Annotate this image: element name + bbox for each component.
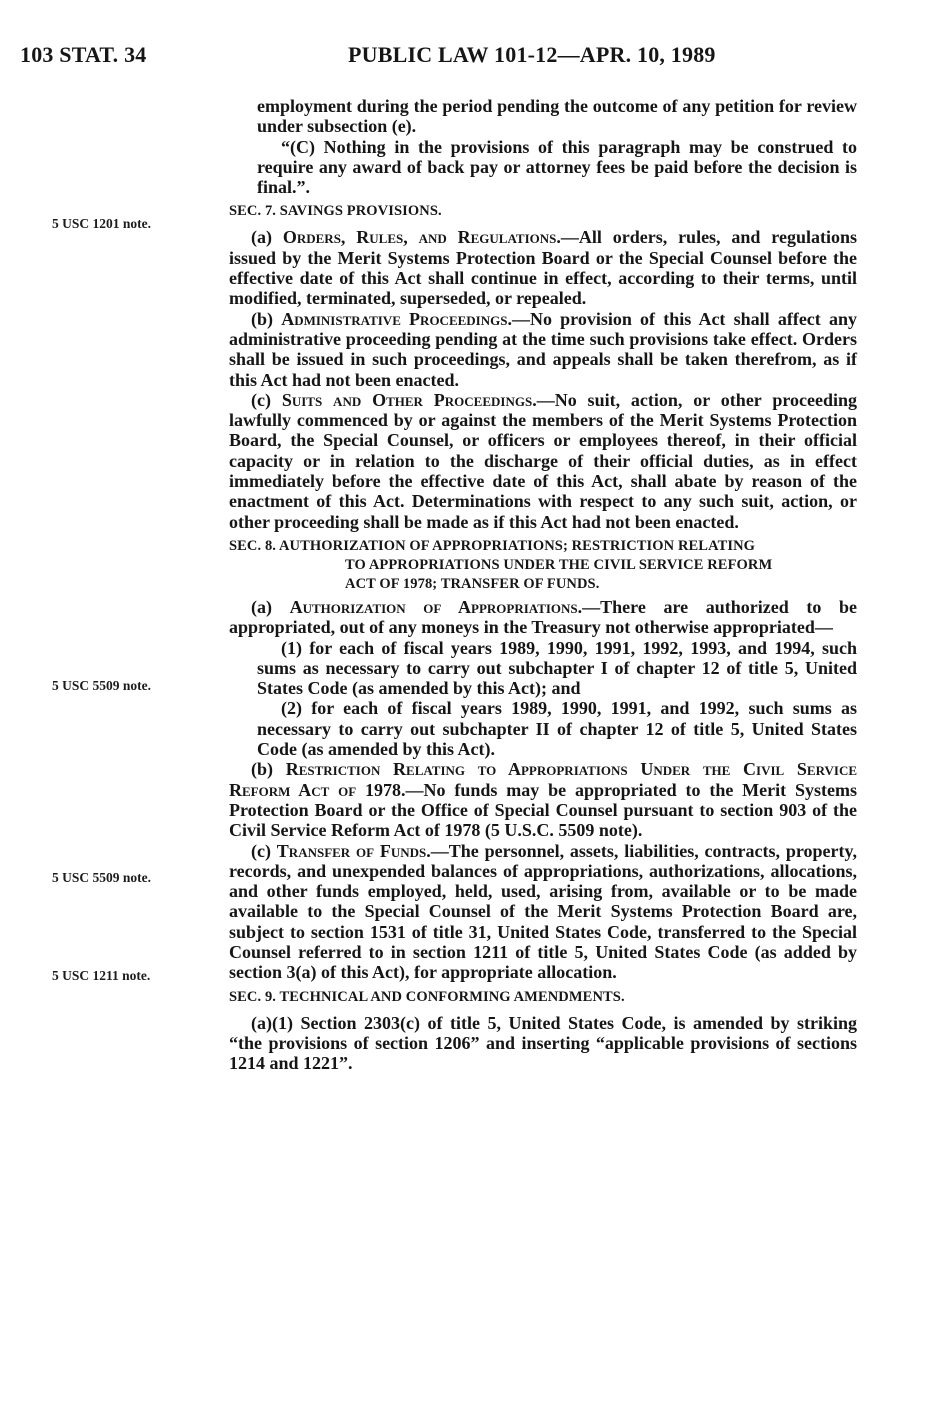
- section-7-a: (a) Orders, Rules, and Regulations.—All orders, rules, and regulations issued by the Merit Systems Protection Board or the Special Counsel before the effective date of this Act shall continue in effect, according to their terms, until modified, terminated, superseded, or repealed.: [229, 227, 857, 309]
- subsection-title: Transfer of Funds.: [276, 840, 431, 861]
- section-7-c: (c) Suits and Other Proceedings.—No suit, action, or other proceeding lawfully commenced by or against the members of the Merit Systems Protection Board, the Special Counsel, or officers or employees thereof, in their official capacity or in relation to the discharge of their official duties, as in effect immediately before the effective date of this Act, shall abate by reason of the enactment of this Act. Determinations with respect to any such suit, action, or other proceeding shall be made as if this Act had not been enacted.: [229, 389, 857, 532]
- running-title: PUBLIC LAW 101-12—APR. 10, 1989: [348, 42, 716, 67]
- margin-note: 5 USC 1201 note.: [52, 216, 152, 231]
- section-9-a-1: (a)(1) Section 2303(c) of title 5, United States Code, is amended by striking “the provisions of section 1206” and inserting “applicable provisions of sections 1214 and 1221”.: [229, 1012, 857, 1074]
- section-8-a-1: (1) for each of fiscal years 1989, 1990, 1991, 1992, 1993, and 1994, such sums as necessary to carry out subchapter I of chapter 12 of title 5, United States Code (as amended by this Act); and: [257, 637, 857, 699]
- subsection-title: Orders, Rules, and Regulations.: [282, 227, 561, 248]
- statute-text: [229, 96, 857, 1073]
- margin-note: 5 USC 5509 note.: [52, 870, 152, 885]
- paragraph-continuation: employment during the period pending the outcome of any petition for review under subsection (e).: [257, 96, 857, 137]
- page-reference: 103 STAT. 34: [20, 42, 147, 67]
- section-8-b: (b) Restriction Relating to Appropriations Under the Civil Service Reform Act of 1978.—No funds may be appropriated to the Merit Systems Protection Board or the Office of Special Counsel pursuant to section 903 of the Civil Service Reform Act of 1978 (5 U.S.C. 5509 note).: [229, 759, 858, 841]
- section-7-heading: SEC. 7. SAVINGS PROVISIONS.: [229, 203, 442, 220]
- section-8-a: (a) Authorization of Appropriations.—There are authorized to be appropriated, out of any moneys in the Treasury not otherwise appropriated—: [229, 596, 857, 638]
- section-8-c: (c) Transfer of Funds.—The personnel, assets, liabilities, contracts, property, records, and unexpended balances of appropriations, authorizations, allocations, and other funds employed, held, used, arising from, available or to be made available to the Special Counsel of the Merit Systems Protection Board are, subject to section 1531 of title 31, United States Code, transferred to the Special Counsel referred to in section 1211 of title 5, United States Code (as added by section 3(a) of this Act), for appropriate allocation.: [229, 840, 858, 983]
- section-9-heading: SEC. 9. TECHNICAL AND CONFORMING AMENDMENTS.: [229, 988, 625, 1005]
- subsection-title: Suits and Other Proceedings.: [281, 389, 537, 410]
- paragraph-c-quote: “(C) Nothing in the provisions of this paragraph may be construed to require any award of back pay or attorney fees be paid before the decision is final.”.: [257, 136, 857, 198]
- section-8-a-2: (2) for each of fiscal years 1989, 1990, 1991, and 1992, such sums as necessary to carry out subchapter II of chapter 12 of title 5, United States Code (as amended by this Act).: [257, 698, 857, 760]
- margin-note: 5 USC 1211 note.: [52, 968, 151, 983]
- margin-note: 5 USC 5509 note.: [52, 678, 152, 693]
- subsection-title: Restriction Relating to Appropriations Under the Civil Service Reform Act of 1978.: [229, 759, 858, 800]
- subsection-title: Authorization of Appropriations.: [289, 596, 583, 617]
- section-8-heading: SEC. 8. AUTHORIZATION OF APPROPRIATIONS; RESTRICTION RELATING TO APPROPRIATIONS UNDER THE CIVIL SERVICE REFORM ACT OF 1978; TRANSFER OF FUNDS.: [229, 537, 773, 592]
- section-7-b: (b) Administrative Proceedings.—No provision of this Act shall affect any administrative proceeding pending at the time such provisions take effect. Orders shall be issued in such proceedings, and appeals shall be taken therefrom, as if this Act had not been enacted.: [229, 308, 857, 390]
- subsection-title: Administrative Proceedings.: [281, 308, 512, 329]
